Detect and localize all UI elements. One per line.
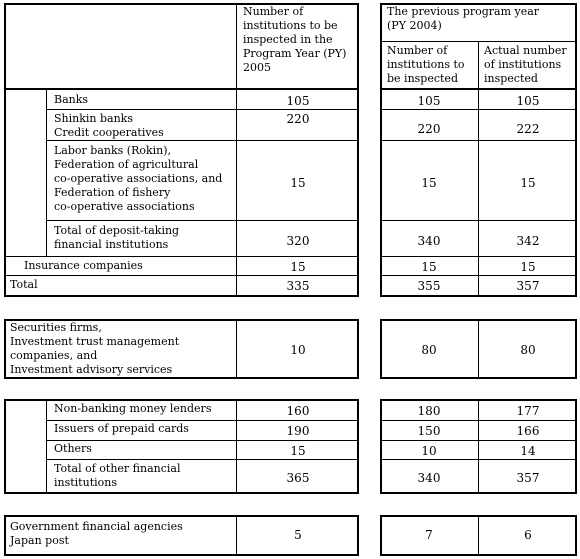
row-label: Insurance companies [24,259,143,272]
row-label: Others [54,442,92,455]
cell-actual: 14 [520,444,536,458]
rule [46,399,47,494]
cell-prev: 7 [425,528,433,542]
cell-prev: 150 [417,424,441,438]
row-label: Issuers of prepaid cards [54,422,189,435]
row-label: Banks [54,93,89,106]
cell-py2005: 105 [286,94,310,108]
rule [4,275,359,276]
cell-actual: 222 [516,122,540,136]
row-label: Total of other financial institutions [54,462,181,489]
cell-py2005: 15 [290,260,306,274]
cell-prev: 220 [417,122,441,136]
row-label: Shinkin banks Credit cooperatives [54,112,164,139]
rule [236,3,237,297]
cell-prev: 10 [421,444,437,458]
cell-py2005: 15 [290,176,306,190]
row-label: Government financial agencies Japan post [10,520,183,547]
cell-py2005: 160 [286,404,310,418]
rule [478,41,479,297]
cell-py2005: 5 [294,528,302,542]
row-label: Labor banks (Rokin), Federation of agricultural co-operative associations, and Federation of fishery co-operative associations [54,144,223,213]
cell-prev: 340 [417,234,441,248]
rule [46,140,359,141]
rule [4,88,359,90]
cell-actual: 177 [516,404,540,418]
rule [46,220,359,221]
header-prev-to-inspect: Number of institutions to be inspected [387,44,465,85]
rule [46,440,359,441]
cell-actual: 15 [520,260,536,274]
cell-prev: 15 [421,176,437,190]
cell-actual: 105 [516,94,540,108]
rule [46,420,359,421]
header-prev-actual: Actual number of institutions inspected [484,44,567,85]
cell-actual: 357 [516,279,540,293]
cell-prev: 15 [421,260,437,274]
rule [380,420,577,421]
rule [46,109,359,110]
cell-actual: 166 [516,424,540,438]
rule [380,459,577,460]
cell-prev: 340 [417,471,441,485]
row-label: Total of deposit-taking financial institutions [54,224,180,251]
cell-py2005: 15 [290,444,306,458]
cell-actual: 80 [520,343,536,357]
cell-py2005: 320 [286,234,310,248]
rule [46,459,359,460]
cell-prev: 355 [417,279,441,293]
cell-actual: 342 [516,234,540,248]
cell-py2005: 365 [286,471,310,485]
cell-py2005: 220 [286,112,310,126]
row-label: Securities firms, Investment trust management companies, and Investment advisory services [10,321,180,376]
cell-prev: 105 [417,94,441,108]
rule [46,88,47,256]
cell-py2005: 335 [286,279,310,293]
cell-actual: 357 [516,471,540,485]
row-label: Non-banking money lenders [54,402,212,415]
cell-py2005: 190 [286,424,310,438]
header-current-py: Number of institutions to be inspected in the Program Year (PY) 2005 [243,5,347,74]
cell-actual: 6 [524,528,532,542]
cell-py2005: 10 [290,343,306,357]
header-previous-year: The previous program year (PY 2004) [387,5,540,32]
cell-prev: 180 [417,404,441,418]
cell-prev: 80 [421,343,437,357]
cell-actual: 15 [520,176,536,190]
rule [4,256,359,257]
rule [380,440,577,441]
row-label: Total [10,278,38,291]
